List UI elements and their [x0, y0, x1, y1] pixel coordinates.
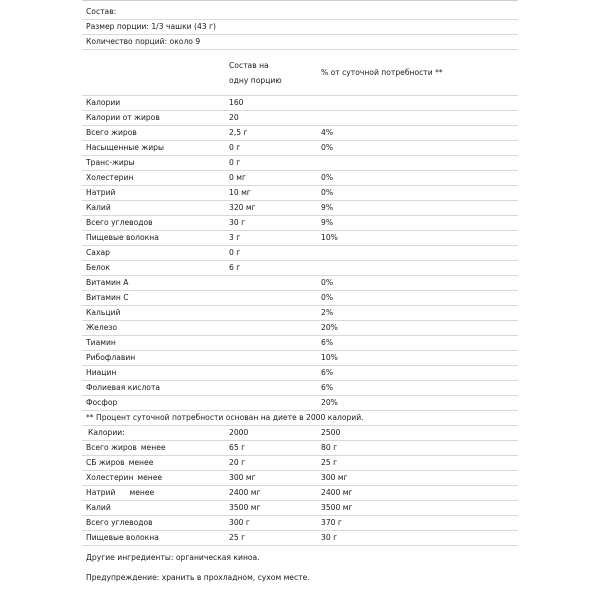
- nutrient-daily-value: 10%: [321, 353, 338, 363]
- nutrient-amount: 0 г: [229, 143, 241, 153]
- reference-name-cell: [86, 489, 154, 497]
- reference-value-2500: 30 г: [321, 533, 338, 543]
- nutrient-name: Пищевые волокна: [86, 233, 159, 243]
- footnote-row: [82, 411, 518, 426]
- reference-row: [82, 441, 518, 456]
- nutrient-row: [82, 216, 518, 231]
- serving-size-row: [82, 20, 518, 35]
- nutrient-row: [82, 156, 518, 171]
- reference-value-2000: 20 г: [229, 458, 246, 468]
- nutrient-daily-value: 2%: [321, 308, 334, 318]
- nutrient-amount: 0 г: [229, 158, 241, 168]
- nutrient-name: Ниацин: [86, 368, 117, 378]
- column-header-row: [82, 50, 518, 96]
- nutrient-daily-value: 10%: [321, 233, 338, 243]
- nutrient-name: Фолиевая кислота: [86, 383, 161, 393]
- nutrient-row: [82, 291, 518, 306]
- daily-value-footnote: ** Процент суточной потребности основан на диете в 2000 калорий.: [86, 413, 364, 423]
- reference-nutrient-name: Всего углеводов: [86, 518, 153, 528]
- storage-warning: Предупреждение: хранить в прохладном, сухом месте.: [86, 573, 310, 583]
- nutrient-name: Сахар: [86, 248, 110, 258]
- nutrient-daily-value: 6%: [321, 338, 334, 348]
- other-ingredients-row: [82, 550, 518, 566]
- nutrient-name: Витамин А: [86, 278, 129, 288]
- reference-qualifier: менее: [128, 458, 154, 468]
- nutrient-row: [82, 171, 518, 186]
- reference-row: [82, 501, 518, 516]
- reference-row: [82, 531, 518, 546]
- reference-value-2500: 2400 мг: [321, 488, 353, 498]
- nutrient-daily-value: 4%: [321, 128, 334, 138]
- nutrient-row: [82, 321, 518, 336]
- nutrient-row: [82, 246, 518, 261]
- reference-calories-row: [82, 426, 518, 441]
- nutrient-daily-value: 9%: [321, 203, 334, 213]
- reference-nutrient-name: Пищевые волокна: [86, 533, 159, 543]
- reference-name-cell: [86, 534, 159, 542]
- reference-value-2000: 300 г: [229, 518, 250, 528]
- nutrient-name: Белок: [86, 263, 110, 273]
- nutrient-amount: 2,5 г: [229, 128, 248, 138]
- nutrient-row: [82, 186, 518, 201]
- reference-value-2000: 3500 мг: [229, 503, 261, 513]
- nutrient-row: [82, 336, 518, 351]
- nutrient-name: Рибофлавин: [86, 353, 136, 363]
- nutrient-name: Всего жиров: [86, 128, 137, 138]
- reference-value-2500: 3500 мг: [321, 503, 353, 513]
- reference-nutrient-name: Калий: [86, 503, 111, 513]
- nutrient-row: [82, 96, 518, 111]
- reference-value-2500: 300 мг: [321, 473, 348, 483]
- nutrient-amount: 20: [229, 113, 239, 123]
- reference-value-2000: 2400 мг: [229, 488, 261, 498]
- reference-nutrient-name: Натрий: [86, 488, 116, 498]
- reference-calories-label: Калории:: [88, 428, 125, 438]
- reference-name-cell: [86, 444, 166, 452]
- nutrient-amount: 3 г: [229, 233, 241, 243]
- nutrient-row: [82, 366, 518, 381]
- nutrient-name: Насыщенные жиры: [86, 143, 164, 153]
- reference-value-2000: 65 г: [229, 443, 246, 453]
- nutrient-row: [82, 261, 518, 276]
- daily-value-header: % от суточной потребности **: [321, 67, 443, 77]
- nutrient-row: [82, 201, 518, 216]
- reference-row: [82, 471, 518, 486]
- nutrient-name: Калории: [86, 98, 121, 108]
- reference-row: [82, 456, 518, 471]
- nutrient-amount: 0 мг: [229, 173, 246, 183]
- nutrient-daily-value: 6%: [321, 368, 334, 378]
- nutrient-row: [82, 306, 518, 321]
- serving-size: Размер порции: 1/3 чашки (43 г): [86, 22, 216, 32]
- reference-name-cell: [86, 519, 153, 527]
- servings-count-row: [82, 35, 518, 50]
- reference-table: [82, 441, 518, 546]
- servings-count: Количество порций: около 9: [86, 37, 201, 47]
- nutrient-daily-value: 0%: [321, 293, 334, 303]
- reference-qualifier: менее: [140, 443, 166, 453]
- reference-calories-2000: 2000: [229, 428, 249, 438]
- per-serving-header: Состав на одну порцию: [229, 60, 282, 85]
- reference-qualifier: менее: [137, 473, 163, 483]
- nutrient-row: [82, 126, 518, 141]
- reference-name-cell: [86, 474, 162, 482]
- nutrient-row: [82, 351, 518, 366]
- nutrient-row: [82, 396, 518, 411]
- warning-row: [82, 570, 518, 586]
- nutrient-amount: 0 г: [229, 248, 241, 258]
- nutrient-name: Кальций: [86, 308, 121, 318]
- reference-nutrient-name: Холестерин: [86, 473, 134, 483]
- nutrient-amount: 10 мг: [229, 188, 251, 198]
- nutrient-amount: 160: [229, 98, 244, 108]
- other-ingredients: Другие ингредиенты: органическая киноа.: [86, 553, 260, 563]
- nutrient-daily-value: 0%: [321, 188, 334, 198]
- nutrient-row: [82, 276, 518, 291]
- nutrient-row: [82, 231, 518, 246]
- nutrient-row: [82, 141, 518, 156]
- reference-name-cell: [86, 459, 153, 467]
- composition-heading: Состав:: [86, 7, 117, 17]
- nutrient-daily-value: 20%: [321, 398, 338, 408]
- reference-value-2500: 25 г: [321, 458, 338, 468]
- nutrition-facts-document: [82, 0, 518, 586]
- nutrient-amount: 320 мг: [229, 203, 256, 213]
- reference-value-2000: 300 мг: [229, 473, 256, 483]
- reference-nutrient-name: Всего жиров: [86, 443, 137, 453]
- nutrient-name: Холестерин: [86, 173, 134, 183]
- reference-calories-2500: 2500: [321, 428, 341, 438]
- nutrient-name: Калий: [86, 203, 111, 213]
- nutrient-table: [82, 96, 518, 411]
- nutrient-name: Калории от жиров: [86, 113, 160, 123]
- nutrient-daily-value: 6%: [321, 383, 334, 393]
- nutrient-name: Всего углеводов: [86, 218, 153, 228]
- reference-value-2500: 80 г: [321, 443, 338, 453]
- composition-heading-row: [82, 5, 518, 20]
- reference-value-2500: 370 г: [321, 518, 342, 528]
- nutrient-name: Натрий: [86, 188, 116, 198]
- nutrient-daily-value: 20%: [321, 323, 338, 333]
- nutrient-daily-value: 9%: [321, 218, 334, 228]
- nutrient-amount: 30 г: [229, 218, 246, 228]
- reference-value-2000: 25 г: [229, 533, 246, 543]
- nutrient-row: [82, 111, 518, 126]
- nutrient-name: Витамин С: [86, 293, 129, 303]
- nutrient-name: Железо: [86, 323, 118, 333]
- nutrient-daily-value: 0%: [321, 143, 334, 153]
- nutrient-name: Транс-жиры: [86, 158, 135, 168]
- nutrient-name: Фосфор: [86, 398, 118, 408]
- reference-qualifier: менее: [129, 488, 155, 498]
- nutrient-row: [82, 381, 518, 396]
- reference-row: [82, 516, 518, 531]
- nutrient-name: Тиамин: [86, 338, 116, 348]
- reference-row: [82, 486, 518, 501]
- reference-name-cell: [86, 504, 111, 512]
- nutrient-amount: 6 г: [229, 263, 241, 273]
- nutrient-daily-value: 0%: [321, 278, 334, 288]
- nutrient-daily-value: 0%: [321, 173, 334, 183]
- reference-nutrient-name: СБ жиров: [86, 458, 125, 468]
